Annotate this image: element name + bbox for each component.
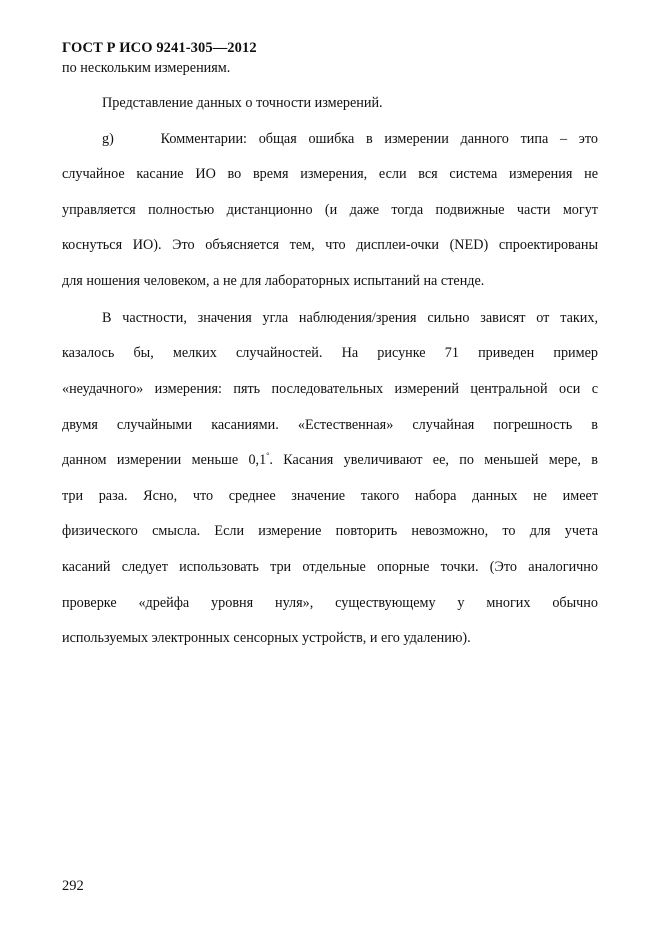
text-line: физического смысла. Если измерение повторить невозможно, то для учета — [62, 523, 598, 539]
text-line: g) Комментарии: общая ошибка в измерении данного типа – это — [102, 131, 598, 147]
text-line: касаний следует использовать три отдельные опорные точки. (Это аналогично — [62, 559, 598, 575]
text-line: коснуться ИО). Это объясняется тем, что дисплеи-очки (NED) спроектированы — [62, 237, 598, 253]
text-fragment: . Касания увеличивают ее, по меньшей мере, в — [269, 452, 598, 468]
text-line: по нескольким измерениям. — [62, 60, 231, 76]
text-line: двумя случайными касаниями. «Естественная» случайная погрешность в — [62, 417, 598, 433]
text-line: Представление данных о точности измерений. — [102, 95, 383, 111]
page-number: 292 — [62, 878, 84, 894]
text-fragment: данном измерении меньше 0,1 — [62, 452, 267, 468]
text-line: управляется полностью дистанционно (и даже тогда подвижные части могут — [62, 202, 598, 218]
text-line-with-degree — [62, 452, 598, 468]
text-line: для ношения человеком, а не для лабораторных испытаний на стенде. — [62, 273, 485, 289]
text-line: казалось бы, мелких случайностей. На рисунке 71 приведен пример — [62, 345, 598, 361]
text-line: «неудачного» измерения: пять последовательных измерений центральной оси с — [62, 381, 598, 397]
text-line: три раза. Ясно, что среднее значение такого набора данных не имеет — [62, 488, 598, 504]
text-line: случайное касание ИО во время измерения, если вся система измерения не — [62, 166, 598, 182]
text-line: используемых электронных сенсорных устройств, и его удалению). — [62, 630, 471, 646]
text-line: В частности, значения угла наблюдения/зрения сильно зависят от таких, — [102, 310, 598, 326]
text-line: проверке «дрейфа уровня нуля», существующему у многих обычно — [62, 595, 598, 611]
document-header: ГОСТ Р ИСО 9241-305—2012 — [62, 40, 257, 56]
degree-symbol: ° — [266, 451, 270, 460]
